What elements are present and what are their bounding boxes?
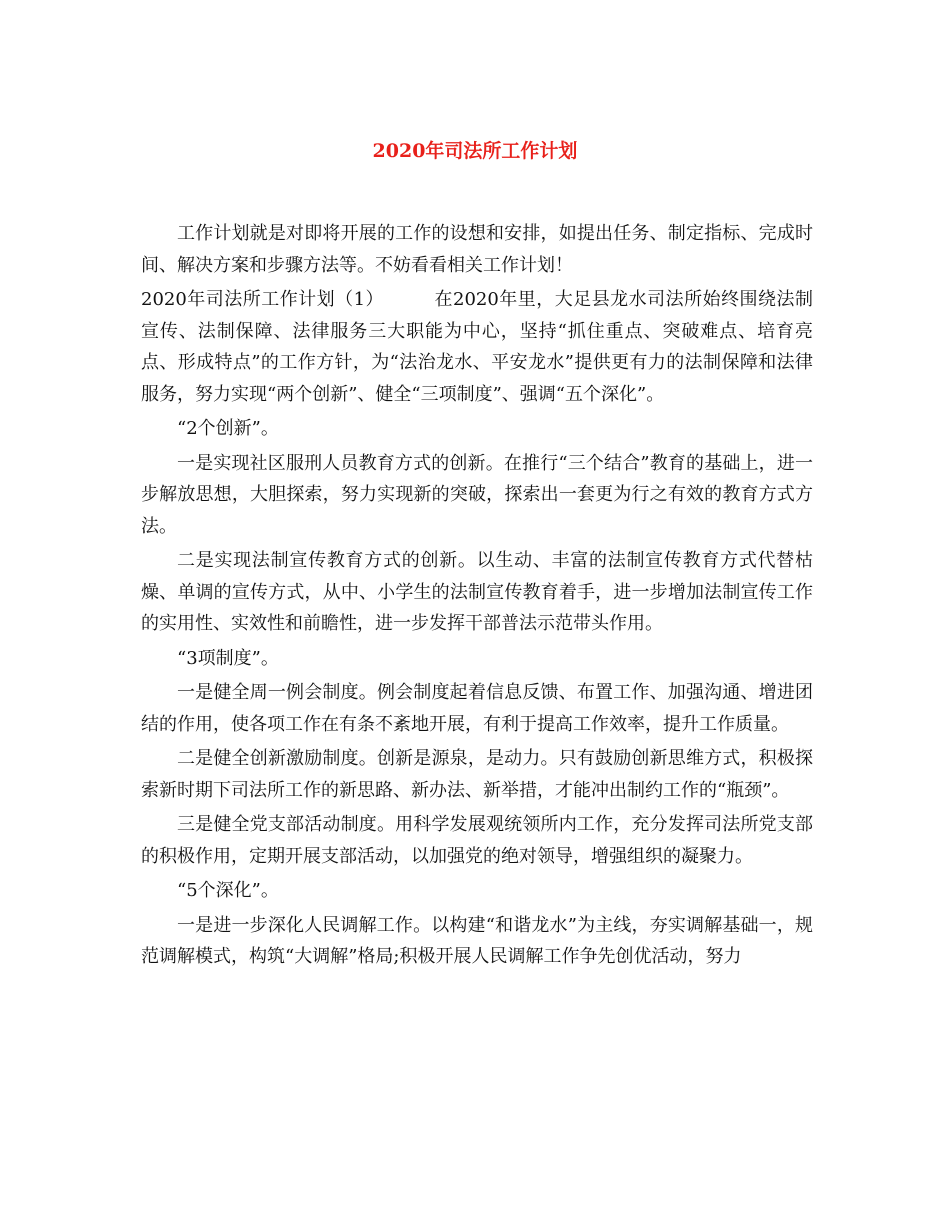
section-lead-paragraph: [141, 284, 813, 410]
heading-innovation: “2个创新”。: [177, 418, 279, 439]
intro-paragraph: 工作计划就是对即将开展的工作的设想和安排，如提出任务、制定指标、完成时间、解决方案和步骤方法等。不妨看看相关工作计划！: [141, 223, 813, 276]
document-title: 2020年司法所工作计划: [372, 140, 578, 162]
innovation-item-1: 一是实现社区服刑人员教育方式的创新。在推行“三个结合”教育的基础上，进一步解放思想，大胆探索，努力实现新的突破，探索出一套更为行之有效的教育方式方法。: [141, 452, 813, 537]
heading-system: “3项制度”。: [177, 647, 279, 669]
document-body: [141, 218, 813, 976]
innovation-item-2: 二是实现法制宣传教育方式的创新。以生动、丰富的法制宣传教育方式代替枯燥、单调的宣传方式，从中、小学生的法制宣传教育着手，进一步增加法制宣传工作的实用性、实效性和前瞻性，进一步发挥干部普法示范带头作用。: [141, 550, 813, 634]
deepen-item-1: 一是进一步深化人民调解工作。以构建“和谐龙水”为主线，夯实调解基础一，规范调解模式，构筑“大调解”格局;积极开展人民调解工作争先创优活动，努力: [141, 914, 813, 967]
system-item-2: 二是健全创新激励制度。创新是源泉，是动力。只有鼓励创新思维方式，积极探索新时期下司法所工作的新思路、新办法、新举措，才能冲出制约工作的“瓶颈”。: [141, 748, 813, 801]
section-lead-text: 在2020年里，大足县龙水司法所始终围绕法制宣传、法制保障、法律服务三大职能为中心，坚持“抓住重点、突破难点、培育亮点、形成特点”的工作方针，为“法治龙水、平安龙水”提供更有力的法制保障和法律服务，努力实现“两个创新”、健全“三项制度”、强调“五个深化”。: [141, 289, 813, 405]
heading-deepen: “5个深化”。: [177, 880, 279, 901]
system-item-3: 三是健全党支部活动制度。用科学发展观统领所内工作，充分发挥司法所党支部的积极作用，定期开展支部活动，以加强党的绝对领导，增强组织的凝聚力。: [141, 814, 813, 867]
system-item-1: 一是健全周一例会制度。例会制度起着信息反馈、布置工作、加强沟通、增进团结的作用，使各项工作在有条不紊地开展，有利于提高工作效率，提升工作质量。: [141, 682, 813, 735]
section-title: 2020年司法所工作计划（1）: [141, 289, 385, 310]
